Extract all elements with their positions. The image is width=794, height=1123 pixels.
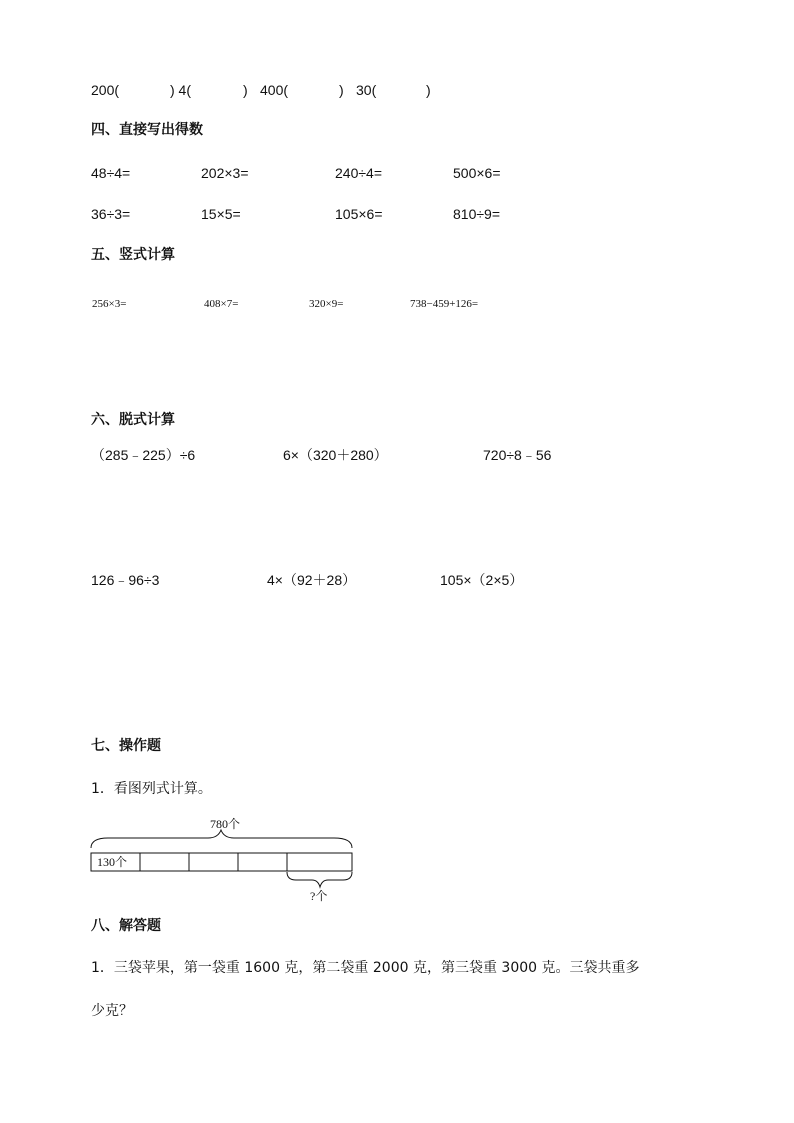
vertical-problem: 408×7= bbox=[204, 298, 239, 310]
stepwise-problem: 105×（2×5） bbox=[440, 572, 524, 588]
problem: 500×6= bbox=[453, 165, 501, 181]
stepwise-problem: 720÷8﹣56 bbox=[483, 447, 552, 463]
section-8-title: 八、解答题 bbox=[91, 918, 161, 934]
blank-item-400: 400( bbox=[260, 82, 289, 98]
problem: 240÷4= bbox=[335, 165, 383, 181]
blank-item-30: 30( bbox=[356, 82, 377, 98]
unknown-brace bbox=[287, 872, 352, 887]
segment-diagram bbox=[88, 812, 368, 904]
problem: 36÷3= bbox=[91, 206, 131, 222]
vertical-problem: 738−459+126= bbox=[410, 298, 479, 310]
total-label: 780个 bbox=[210, 817, 241, 831]
problem: 48÷4= bbox=[91, 165, 131, 181]
total-brace bbox=[91, 830, 352, 848]
vertical-problem: 320×9= bbox=[309, 298, 344, 310]
problem: 810÷9= bbox=[453, 206, 501, 222]
problem: 202×3= bbox=[201, 165, 249, 181]
stepwise-problem: （285﹣225）÷6 bbox=[91, 447, 196, 463]
blank-item-200: 200( bbox=[91, 82, 120, 98]
section-8-question-1-line-1: 1．三袋苹果，第一袋重 1600 克，第二袋重 2000 克，第三袋重 3000 克。三袋共重多 bbox=[91, 960, 640, 976]
section-5-title: 五、竖式计算 bbox=[91, 247, 175, 263]
bar-outline bbox=[91, 853, 352, 871]
problem: 15×5= bbox=[201, 206, 241, 222]
blank-close-1: ) bbox=[243, 82, 248, 98]
section-6-title: 六、脱式计算 bbox=[91, 412, 175, 428]
blank-item-4: ) 4( bbox=[170, 82, 191, 98]
section-7-question-1: 1．看图列式计算。 bbox=[91, 781, 212, 797]
stepwise-problem: 4×（92＋28） bbox=[267, 572, 357, 588]
section-4-title: 四、直接写出得数 bbox=[91, 122, 203, 138]
section-7-title: 七、操作题 bbox=[91, 738, 161, 754]
stepwise-problem: 126﹣96÷3 bbox=[91, 572, 160, 588]
stepwise-problem: 6×（320＋280） bbox=[283, 447, 388, 463]
vertical-problem: 256×3= bbox=[92, 298, 127, 310]
blank-close-3: ) bbox=[426, 82, 431, 98]
section-8-question-1-line-2: 少克？ bbox=[91, 1003, 133, 1019]
first-box-label: 130个 bbox=[97, 855, 128, 869]
unknown-label: ?个 bbox=[310, 889, 328, 903]
blank-close-2: ) bbox=[339, 82, 344, 98]
problem: 105×6= bbox=[335, 206, 383, 222]
